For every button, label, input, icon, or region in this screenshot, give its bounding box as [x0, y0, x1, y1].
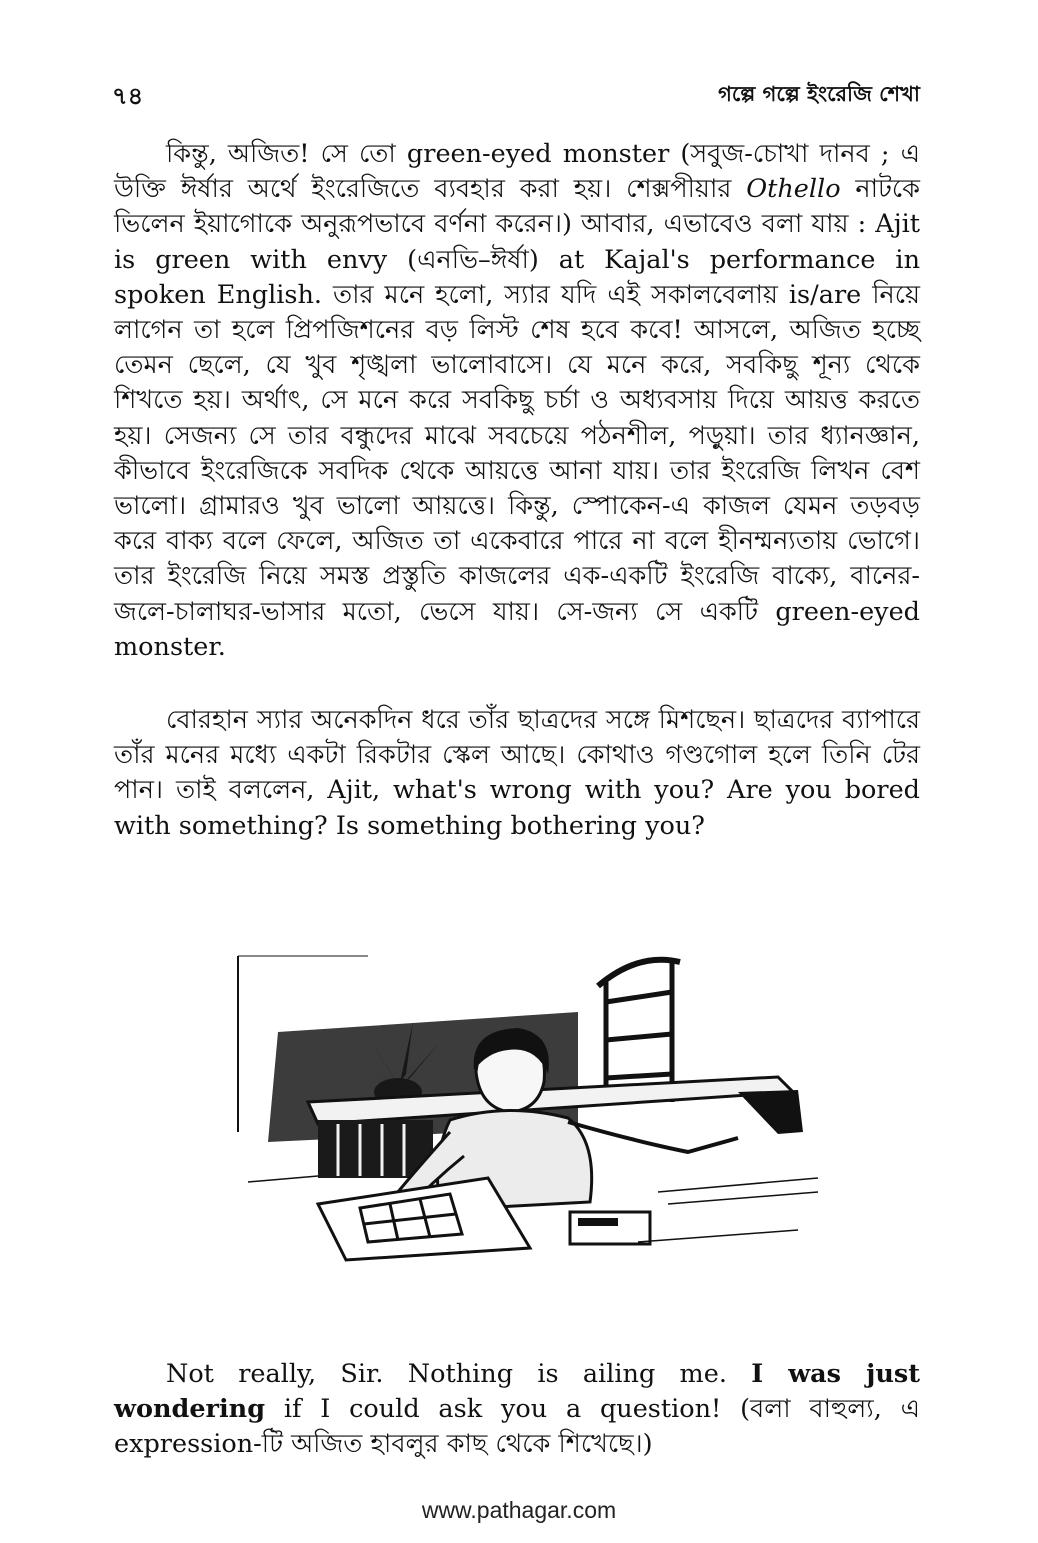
paragraph-3-text-b: if I could ask you a question! (বলা বাহুল্য, এ expression-টি অজিত হাবলুর কাছ থেকে শিখেছে।) [114, 1394, 920, 1460]
paragraph-1 [114, 137, 920, 665]
paragraph-2-text: বোরহান স্যার অনেকদিন ধরে তাঁর ছাত্রদের সঙ্গে মিশছেন। ছাত্রদের ব্যাপারে তাঁর মনের মধ্যে একটা রিকটার স্কেল আছে। কোথাও গণ্ডগোল হলে তিনি টের পান। তাই বললেন, Ajit, what's wrong with you? Are you bored with something? Is something bothering you? [114, 705, 920, 841]
othello-title: Othello [746, 174, 841, 205]
ladder-drawing [598, 960, 680, 1102]
paragraph-2 [114, 703, 920, 844]
paragraph-1-text-a: কিন্তু, অজিত! সে তো green-eyed monster (সবুজ-চোখা দানব ; এ উক্তি ঈর্ষার অর্থে ইংরেজিতে ব্যবহার করা হয়। শেক্সপীয়ার [114, 139, 920, 205]
paragraph-3-text-a: Not really, Sir. Nothing is ailing me. [166, 1359, 752, 1389]
paragraph-1-text-b: নাটকে ভিলেন ইয়াগোকে অনুরূপভাবে বর্ণনা করেন।) আবার, এভাবেও বলা যায় : Ajit is green with envy (এনভি–ঈর্ষা) at Kajal's performance in spoken English. তার মনে হলো, স্যার যদি এই সকালবেলায় is/are নিয়ে লাগেন তা হলে প্রিপজিশনের বড় লিস্ট শেষ হবে কবে! আসলে, অজিত হচ্ছে তেমন ছেলে, যে খুব শৃঙ্খলা ভালোবাসে। যে মনে করে, সবকিছু শূন্য থেকে শিখতে হয়। অর্থাৎ, সে মনে করে সবকিছু চর্চা ও অধ্যবসায় দিয়ে আয়ত্ত করতে হয়। সেজন্য সে তার বন্ধুদের মাঝে সবচেয়ে পঠনশীল, পড়ুয়া। তার ধ্যানজ্ঞান, কীভাবে ইংরেজিকে সবদিক থেকে আয়ত্তে আনা যায়। তার ইংরেজি লিখন বেশ ভালো। গ্রামারও খুব ভালো আয়ত্তে। কিন্তু, স্পোকেন-এ কাজল যেমন তড়বড় করে বাক্য বলে ফেলে, অজিত তা একেবারে পারে না বলে হীনম্মন্যতায় ভোগে। তার ইংরেজি নিয়ে সমস্ত প্রস্তুতি কাজলের এক-একটি ইংরেজি বাক্যে, বানের-জলে-চালাঘর-ভাসার মতো, ভেসে যায়। সে-জন্য সে একটি green-eyed monster. [114, 174, 920, 662]
page-header [112, 78, 920, 118]
paragraph-3-bold-phrase: I was just wondering [114, 1359, 920, 1425]
illustration-student-at-desk [218, 942, 830, 1264]
running-head: গল্পে গল্পে ইংরেজি শেখা [718, 82, 920, 106]
footer-url: www.pathagar.com [421, 1497, 617, 1523]
paragraph-3 [114, 1357, 920, 1463]
page-number: ৭৪ [112, 82, 144, 110]
